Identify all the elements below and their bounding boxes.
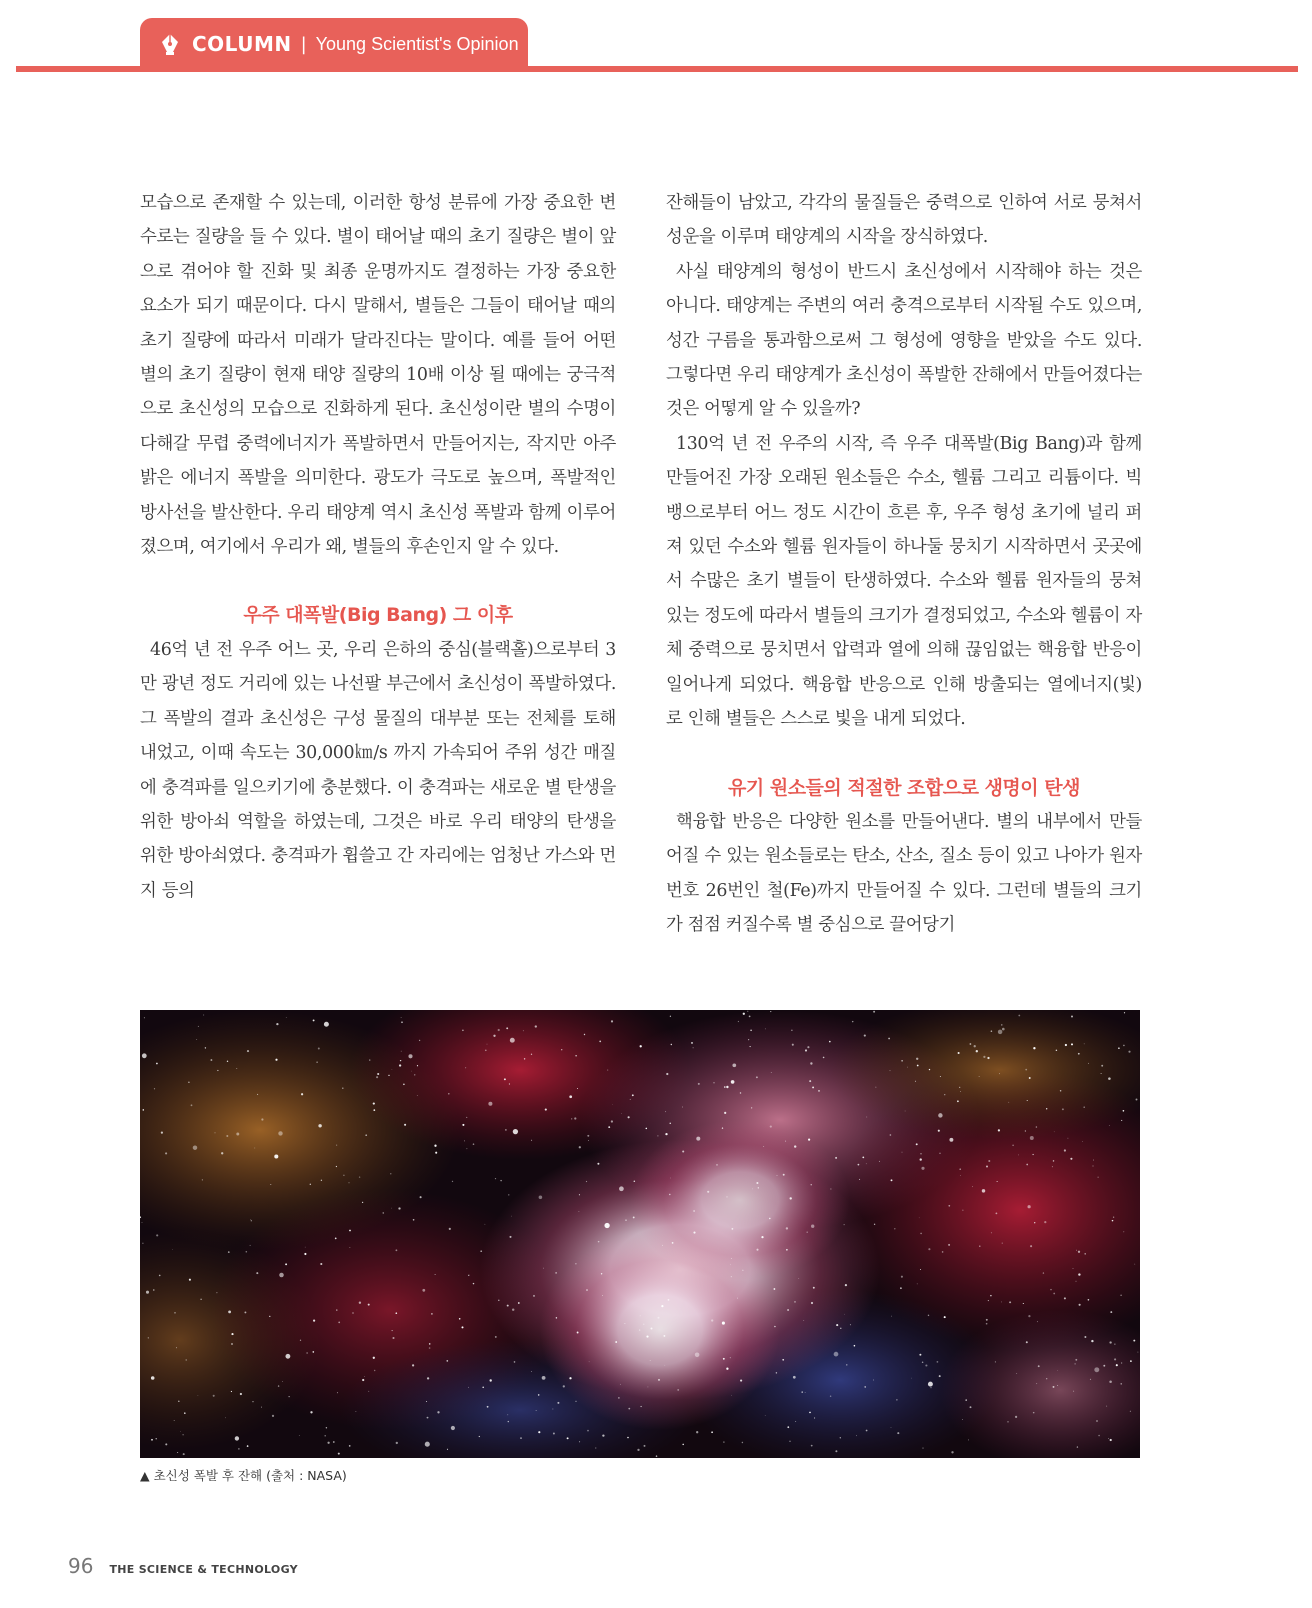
spacer	[666, 737, 1142, 771]
spacer	[140, 564, 616, 598]
right-column	[666, 186, 1142, 943]
section-label: COLUMN	[192, 32, 292, 56]
section-heading: 유기 원소들의 적절한 조합으로 생명이 탄생	[728, 776, 1080, 799]
pen-nib-icon	[160, 32, 182, 56]
page-footer	[68, 1554, 298, 1578]
left-column	[140, 186, 616, 908]
section-tab	[140, 18, 528, 70]
page-number: 96	[68, 1554, 94, 1578]
section-heading: 우주 대폭발(Big Bang) 그 이후	[243, 604, 513, 627]
magazine-title: THE SCIENCE & TECHNOLOGY	[109, 1563, 298, 1576]
section-subtitle: Young Scientist's Opinion	[315, 33, 519, 54]
body-paragraph: 모습으로 존재할 수 있는데, 이러한 항성 분류에 가장 중요한 변수로는 질량을 들 수 있다. 별이 태어날 때의 초기 질량은 별이 앞으로 겪어야 할 진화 및 최종 운명까지도 결정하는 가장 중요한 요소가 되기 때문이다. 다시 말해서, 별들은 그들이 태어날 때의 초기 질량에 따라서 미래가 달라진다는 말이다. 예를 들어 어떤 별의 초기 질량이 현재 태양 질량의 10배 이상 될 때에는 궁극적으로 초신성의 모습으로 진화하게 된다. 초신성이란 별의 수명이 다해갈 무렵 중력에너지가 폭발하면서 만들어지는, 작지만 아주 밝은 에너지 폭발을 의미한다. 광도가 극도로 높으며, 폭발적인 방사선을 발산한다. 우리 태양계 역시 초신성 폭발과 함께 이루어졌으며, 여기에서 우리가 왜, 별들의 후손인지 알 수 있다.	[140, 193, 616, 558]
body-paragraph: 130억 년 전 우주의 시작, 즉 우주 대폭발(Big Bang)과 함께 만들어진 가장 오래된 원소들은 수소, 헬륨 그리고 리튬이다. 빅뱅으로부터 어느 정도 시간이 흐른 후, 우주 형성 초기에 널리 퍼져 있던 수소와 헬륨 원자들이 하나둘 뭉치기 시작하면서 곳곳에서 수많은 초기 별들이 탄생하였다. 수소와 헬륨 원자들의 뭉쳐 있는 정도에 따라서 별들의 크기가 결정되었고, 수소와 헬륨이 자체 중력으로 뭉치면서 압력과 열에 의해 끊임없는 핵융합 반응이 일어나게 되었다. 핵융합 반응으로 인해 방출되는 열에너지(빛)로 인해 별들은 스스로 빛을 내게 되었다.	[666, 433, 1142, 730]
body-paragraph: 핵융합 반응은 다양한 원소를 만들어낸다. 별의 내부에서 만들어질 수 있는 원소들로는 탄소, 산소, 질소 등이 있고 나아가 원자번호 26번인 철(Fe)까지 만들어질 수 있다. 그런데 별들의 크기가 점점 커질수록 별 중심으로 끌어당기	[666, 811, 1142, 936]
figure-caption: ▲ 초신성 폭발 후 잔해 (출처 : NASA)	[140, 1468, 347, 1483]
body-paragraph: 사실 태양계의 형성이 반드시 초신성에서 시작해야 하는 것은 아니다. 태양계는 주변의 여러 충격으로부터 시작될 수도 있으며, 성간 구름을 통과함으로써 그 형성에 영향을 받았을 수도 있다. 그렇다면 우리 태양계가 초신성이 폭발한 잔해에서 만들어졌다는 것은 어떻게 알 수 있을까?	[666, 261, 1142, 420]
section-separator: |	[300, 33, 307, 55]
nebula-photo	[140, 1010, 1140, 1458]
body-paragraph: 46억 년 전 우주 어느 곳, 우리 은하의 중심(블랙홀)으로부터 3만 광년 정도 거리에 있는 나선팔 부근에서 초신성이 폭발하였다. 그 폭발의 결과 초신성은 구성 물질의 대부분 또는 전체를 토해 내었고, 이때 속도는 30,000㎞/s 까지 가속되어 주위 성간 매질에 충격파를 일으키기에 충분했다. 이 충격파는 새로운 별 탄생을 위한 방아쇠 역할을 하였는데, 그것은 바로 우리 태양의 탄생을 위한 방아쇠였다. 충격파가 휩쓸고 간 자리에는 엄청난 가스와 먼지 등의	[140, 639, 616, 901]
body-paragraph: 잔해들이 남았고, 각각의 물질들은 중력으로 인하여 서로 뭉쳐서 성운을 이루며 태양계의 시작을 장식하였다.	[666, 193, 1142, 248]
